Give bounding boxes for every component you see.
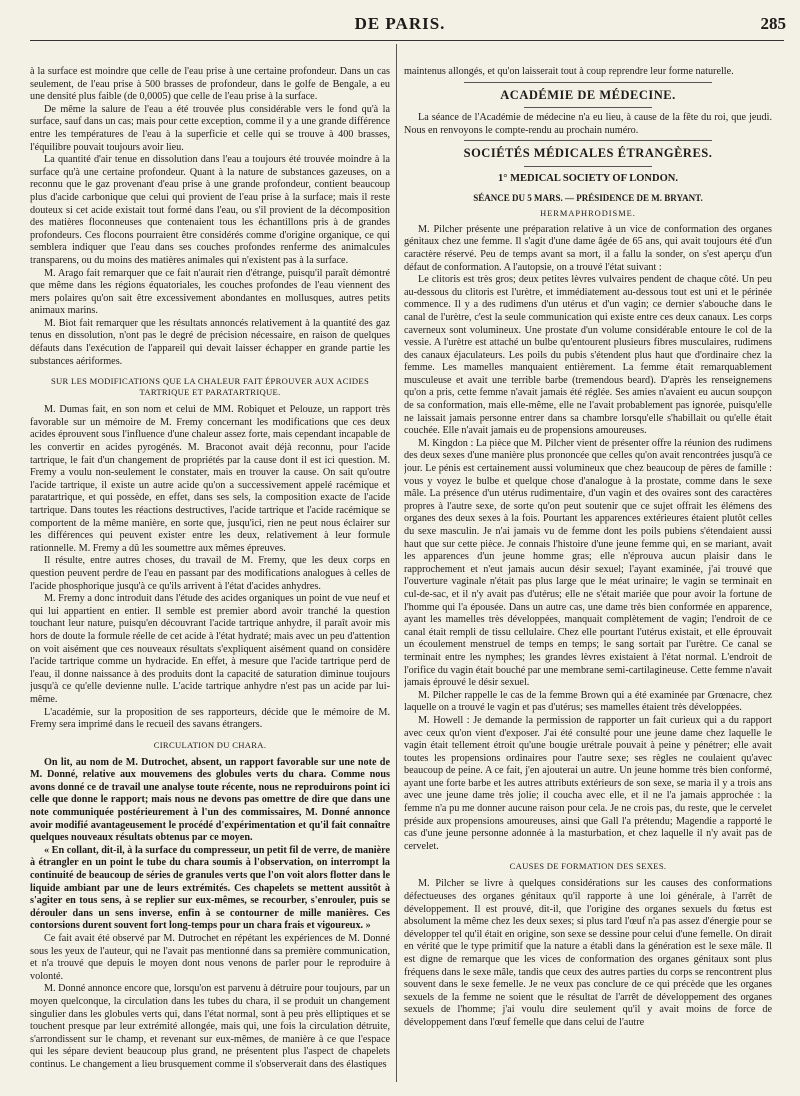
paragraph: M. Fremy a donc introduit dans l'étude des acides organiques un point de vue neuf et qui lui appartient en entier. Il semble est premier abord avoir tranché la question touchant leur nature, puisqu'en découvrant l'acide tartrique anhydre, il paraît avoir mis hors de doute la formule réelle de cet acide à l'état hydraté; mais avec un peu d'attention on voit aisément que ces nouveaux résultats s'expliquent aisément quand on considère l'acide tartrique comme un hydracide. En effet, à mesure que l'acide tartrique perd de l'eau, il donne naissance à des produits dont la capacité de saturation diminue toujours jusqu'à ce qu'elle devienne nulle. L'acide tartrique anhydre n'est pas un acide par lui-même. — [30, 593, 390, 705]
paragraph: M. Pilcher rappelle le cas de la femme Brown qui a été examinée par Grœnacre, chez laquelle on a trouvé le vagin et pas d'utérus; ses mamelles étaient très développées. — [404, 689, 772, 714]
society-name: 1° MEDICAL SOCIETY OF LONDON. — [498, 172, 678, 184]
paragraph: M. Donné annonce encore que, lorsqu'on est parvenu à détruire pour toujours, par un moyen quelconque, la circulation dans les tubes du chara, il se produit un changement singulier dans les globules verts qui, dans l'état normal, sont à peu près elliptiques et se touchent presque par leur extrémité allongée, mais qui, une fois la circulation détruite, s'arrondissent sur le champ, et revenant sur eux-mêmes, de manière à ce que l'espace qui les sépare devient beaucoup plus grand, ne présentent plus l'aspect de chapelets continus. Le changement a lieu brusquement comme il s'observerait dans des élastiques — [30, 983, 390, 1070]
page-header — [0, 0, 800, 40]
column-divider — [396, 44, 397, 1082]
rubric: HERMAPHRODISME. — [540, 209, 636, 219]
paragraph: M. Pilcher présente une préparation relative à un vice de conformation des organes génitaux chez une femme. Il s'agit d'une dame âgée de 65 ans, qui avait toujours été d'un caractère réservé. Peu de temps avant sa mort, il a fallu la sonder, on s'est aperçu d'un défaut de conformation. A l'autopsie, on a trouvé l'état suivant : — [404, 223, 772, 273]
section-heading: CAUSES DE FORMATION DES SEXES. — [509, 861, 667, 872]
separator — [524, 107, 652, 108]
paragraph: L'académie, sur la proposition de ses rapporteurs, décide que le mémoire de M. Fremy sera imprimé dans le recueil des savans étrangers. — [30, 706, 390, 731]
paragraph: M. Pilcher se livre à quelques considérations sur les causes des conformations défectueuses des organes génitaux qu'il rapporte à une loi générale, à l'arrêt de développement. Il est prouvé, dit-il, que l'origine des organes sexuels du fœtus est absolument la même chez les deux sexes; si plus tard l'œuf n'a pas assez d'énergie pour se développer tel qu'il était en origine, son sexe se dessine pour celui d'une femelle. On dirait en vérité que le type primitif que la nature a établi dans la génération est le sexe mâle. Il est digne de remarque que les vices de conformation des organes génitaux sont plus fréquens dans le sexe mâle, tandis que ceux des autres parties du corps se rencontrent plus souvent dans le sexe femelle. Je ne veux pas conclure de ce qui précède que les organes sexuels de la femme ne soient que le résultat de l'arrêt de développement des organes sexuels de l'homme; j'ai voulu dire seulement qu'il y avait moins de force de développement dans l'œuf femelle que dans celui de l'autre — [404, 878, 772, 1028]
separator — [464, 82, 712, 83]
running-title: DE PARIS. — [354, 14, 446, 33]
session-line: SÉANCE DU 5 MARS. — PRÉSIDENCE DE M. BRYANT. — [473, 192, 703, 203]
section-title: SOCIÉTÉS MÉDICALES ÉTRANGÈRES. — [463, 146, 713, 161]
paragraph: La séance de l'Académie de médecine n'a eu lieu, à cause de la fête du roi, que jeudi. Nous en renvoyons le compte-rendu au prochain numéro. — [404, 112, 772, 136]
paragraph: Il résulte, entre autres choses, du travail de M. Fremy, que les deux corps en question peuvent perdre de l'eau en passant par des modifications analogues à celles de l'acide phosphorique jusqu'à ce qu'ils arrivent à l'état d'acides anhydres. — [30, 555, 390, 592]
section-heading: SUR LES MODIFICATIONS QUE LA CHALEUR FAIT ÉPROUVER AUX ACIDES TARTRIQUE ET PARATARTRIQUE. — [50, 376, 370, 398]
paragraph: M. Howell : Je demande la permission de rapporter un fait curieux qui a du rapport avec ceux qu'on vient d'exposer. J'ai été consulté pour une jeune dame chez laquelle le vagin était tellement étroit qu'une bougie urétrale pouvait à peine y pénétrer; elle avait toutes les propensions ordinaires pour l'autre sexe; ses règles ne coulaient qu'avec beaucoup de peine. A ce fait, j'en ajouterai un autre. Un jeune homme très bien conformé, ayant une forte barbe et les autres attributs extérieurs de son sexe, se maria il y a trois ans avec une jeune dame très jolie; il coucha avec elle, et il ne l'a jamais approchée : la femme n'a pu me donner aucune raison pour cela. Je ne crois pas, du reste, que le cervelet préside aux propensions amoureuses, ainsi que Gall l'a prétendu; Magendie a rapporté le cas d'une jeune personne adonnée à la masturbation, et chez laquelle il n'y avait pas de cervelet. — [404, 714, 772, 852]
quoted-paragraph: « En collant, dit-il, à la surface du compresseur, un petit fil de verre, de manière à étrangler en un point le tube du chara soumis à l'observation, on interrompt la continuité de beaucoup de séries de granules verts que l'on voit alors flotter dans le liquide ambiant par une de leurs extrémités. Ces chapelets se mettent aussitôt à s'agiter en tous sens, à se replier sur eux-mêmes, se recourber, s'enrouler, puis se dérouler dans un sens inverse, enfin à se contourner de mille manières. Ces contorsions durent souvent fort long-temps pour un chara frais et vigoureux. » — [30, 844, 390, 932]
paragraph: maintenus allongés, et qu'on laisserait tout à coup reprendre leur forme naturelle. — [404, 66, 734, 77]
separator — [524, 166, 652, 167]
paragraph: On lit, au nom de M. Dutrochet, absent, un rapport favorable sur une note de M. Donné, relative aux mouvemens des globules verts du chara. Comme nous avons donné ce de travail une analyse toute récente, nous ne reproduirons point ici celle que donne le rapport; mais nous ne devons pas omettre de dire que dans une note communiquée postérieurement à l'un des commissaires, M. Donné annonce avoir modifié avantageusement le procédé d'expérimentation et qu'il fait connaître quelques nouveaux résultats obtenus par ce moyen. — [30, 756, 390, 844]
paragraph: à la surface est moindre que celle de l'eau prise à une certaine profondeur. Dans un cas seulement, de l'eau prise à 500 brasses de profondeur, dans le golfe de Bengale, a eu une densité plus faible (de 0,0005) que celle de l'eau prise à la surface. — [30, 66, 390, 103]
section-heading: CIRCULATION DU CHARA. — [153, 739, 267, 750]
paragraph: M. Kingdon : La pièce que M. Pilcher vient de présenter offre la réunion des rudimens des deux sexes d'une manière plus prononcée que celles qu'on avait rencontrées jusqu'à ce jour. Le pénis est certainement aussi volumineux que chez beaucoup de pères de famille : vous y voyez le bulbe et quelque chose d'analogue à la prostate, comme dans le sexe mâle. La présence d'un utérus rudimentaire, d'un vagin et des ovaires sont des caractères propres à l'autre sexe, de sorte qu'on peut soutenir que ce sujet offrait les élémens des organes des deux sexes à la fois. Pourtant les apparences extérieures étaient plutôt celles du sexe masculin. Je n'ai jamais vu de femme dont les poils pubiens s'étendaient aussi haut que sur cette pièce. Je connais l'histoire d'une jeune femme qui, en se mariant, avait les apparences d'un jeune homme gras; elle n'éprouva aucun plaisir dans le rapprochement et n'eut jamais aucun désir sexuel; l'ayant examinée, j'ai trouvé que l'ouverture vaginale n'était pas plus large que le méat urinaire; le vagin se terminait en cul-de-sac, et il n'y avait pas d'utérus; elle ne s'était mariée que pour avoir la fortune de l'homme qui l'a épousée. Dans un autre cas, une dame très bien conformée en apparence, ayant les mamelles très développées, manquait complètement de vagin; l'endroit de ce canal était rempli de tissu cellulaire. Chez elle pourtant l'utérus existait, et elle éprouvait un écoulement menstruel de temps en temps; le sang sortait par l'urètre. Ce canal se terminait entre les nymphes; les grandes lèvres existaient à l'état normal. L'endroit de l'orifice du vagin était bouché par une membrane semi-cartilagineuse. Cette femme n'avait jamais éprouvé le désir sexuel. — [404, 437, 772, 689]
paragraph: La quantité d'air tenue en dissolution dans l'eau a toujours été trouvée moindre à la surface qu'à une certaine profondeur. Quant à la nature de substances gazeuses, on a reconnu que le gaz provenant d'eau prise à une grande profondeur, contient beaucoup plus d'acide carbonique que celui qui provient de l'eau prise à la surface; mais il reste douteux si cet acide existait tout formé dans l'eau, ou s'il provient de la décomposition des matières floconneuses que contenaient tous les échantillons pris à de grandes profondeurs. Ces flocons pourraient être considérés comme d'origine organique, ce qui semblera indiquer que l'eau dans ses couches profondes renferme des animalcules transparens, ou du moins des matières animales qui n'existent pas à la surface. — [30, 154, 390, 266]
section-title: ACADÉMIE DE MÉDECINE. — [500, 87, 676, 102]
left-column — [30, 66, 390, 1084]
page-number: 285 — [760, 14, 786, 33]
paragraph: M. Arago fait remarquer que ce fait n'aurait rien d'étrange, puisqu'il paraît démontré que même dans les régions équatoriales, les couches profondes de l'eau viennent des mers polaires qu'on sait être excessivement abondantes en mollusques, autres petits animaux marins. — [30, 267, 390, 317]
paragraph: Ce fait avait été observé par M. Dutrochet en répétant les expériences de M. Donné sous les yeux de l'auteur, qui ne l'avait pas mentionné dans sa première communication, et n'a trouvé que depuis le moyen dont nous venons de parler pour le reproduire à volonté. — [30, 933, 390, 982]
paragraph: Le clitoris est très gros; deux petites lèvres vulvaires pendent de chaque côté. Un peu au-dessous du clitoris est l'urètre, et immédiatement au-dessous tout est uni et le périnée commence. Il y a des rudimens d'un utérus et d'un vagin; ce dernier s'abouche dans le canal de l'urètre, c'est la seule communication qui existe entre ces deux canaux. Les corps caverneux sont volumineux. Une prostate d'un volume considérable entoure le col de la vessie. A l'urètre est attaché un bulbe qu'entourent plusieurs fibres musculaires, rudimens des canaux éjaculateurs. Les poils du pubis s'étendent plus haut que d'ordinaire chez la femme. Les mamelles manquaient entièrement. La femme était remarquablement musculeuse et avait une terrible barbe (tremendous beard). D'après les renseignemens qu'on a pris, cette femme n'avait jamais été réglée. Ses amies n'avaient eu aucun soupçon de sa conformation, mais elle-même, elle ne l'avait probablement pas ignorée, puisqu'elle ne laissait jamais personne entrer dans sa chambre lorsqu'elle s'habillait ou qu'elle était couchée. Elle n'avait jamais eu de propensions amoureuses. — [404, 274, 772, 437]
separator — [464, 140, 712, 141]
paragraph: De même la salure de l'eau a été trouvée plus considérable vers le fond qu'à la surface, sauf dans un cas; mais pour cette exception, comme il y a une grande différence entre les températures de l'eau à la superficie et celle qui se trouve à 400 brasses, l'équilibre pouvait toujours avoir lieu. — [30, 103, 390, 153]
right-column — [404, 66, 772, 1084]
paragraph: M. Dumas fait, en son nom et celui de MM. Robiquet et Pelouze, un rapport très favorable sur un mémoire de M. Fremy concernant les modifications que ces deux acides éprouvent sous l'influence d'une chaleur assez forte, mais cependant incapable de les convertir en acides pyrogénés. M. Braconot avait déjà reconnu, pour l'acide tartrique, le fait d'un changement de propriétés par la cause dont il est ici question. M. Fremy a voulu non-seulement le constater, mais en trouver la cause. On sait qu'outre l'acide tartrique, il existe un autre acide qu'on a successivement appelé racémique et paratartrique, et qui possède, en effet, dans ses sels, la composition exacte de l'acide tartrique. Dans toutes les réactions destructives, l'acide tartrique et l'acide racémique se comportent de la même manière, en sorte que, jusqu'ici, rien ne peut nous éclairer sur les différences qui peuvent exister entre les deux, relativement à leur formule rationnelle. M. Fremy a dû les soumettre aux mêmes épreuves. — [30, 404, 390, 554]
header-rule — [30, 40, 784, 41]
paragraph: M. Biot fait remarquer que les résultats annoncés relativement à la quantité des gaz tenus en dissolution, n'ont pas le degré de précision nécessaire, en raison de quelques défauts dans l'exécution de l'appareil qui devait laisser échapper en grande partie les substances aériformes. — [30, 317, 390, 367]
